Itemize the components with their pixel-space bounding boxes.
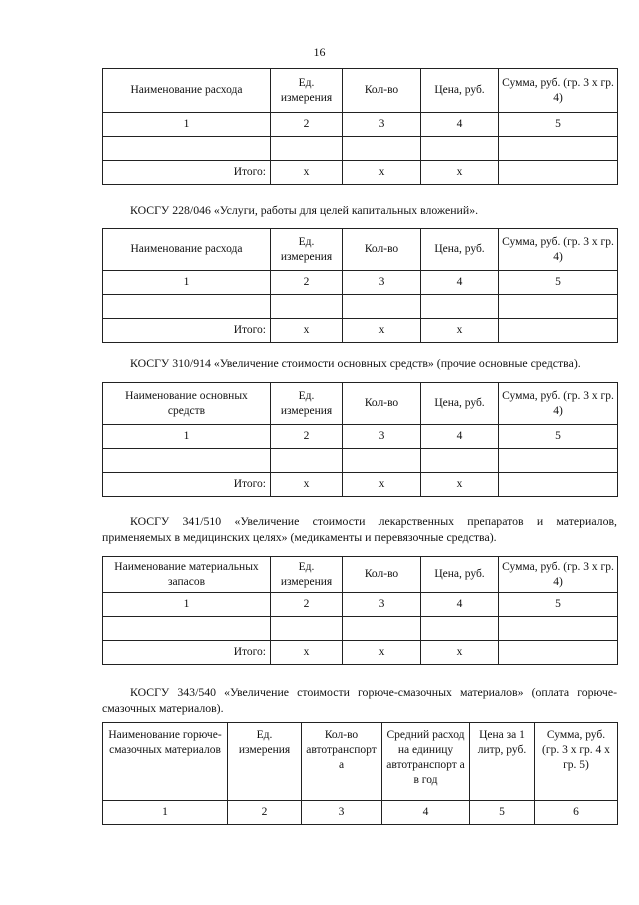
header-cell: Ед. измерения [271, 557, 343, 593]
column-number: 4 [421, 425, 499, 449]
column-number: 3 [343, 271, 421, 295]
caption-text: применяемых в медицинских целях» (медикаменты и перевязочные средства). [102, 530, 497, 544]
section-caption [102, 684, 617, 716]
column-number: 4 [421, 113, 499, 137]
caption-text: КОСГУ 341/510 «Увеличение стоимости лекарственных препаратов и материалов, [130, 514, 617, 528]
x-mark: х [421, 473, 499, 497]
empty-cell [271, 295, 343, 319]
header-cell: Цена за 1 литр, руб. [470, 723, 535, 801]
header-cell: Ед. измерения [271, 69, 343, 113]
header-cell: Кол-во [343, 229, 421, 271]
empty-cell [421, 295, 499, 319]
column-number: 3 [343, 425, 421, 449]
column-number: 2 [271, 593, 343, 617]
empty-cell [271, 137, 343, 161]
empty-cell [103, 295, 271, 319]
x-mark: х [343, 473, 421, 497]
x-mark: х [343, 161, 421, 185]
empty-cell [499, 319, 618, 343]
column-number: 2 [228, 801, 302, 825]
header-cell: Кол-во [343, 383, 421, 425]
column-number: 1 [103, 113, 271, 137]
header-cell: Сумма, руб. (гр. 3 х гр. 4) [499, 557, 618, 593]
header-cell: Цена, руб. [421, 69, 499, 113]
total-label: Итого: [103, 473, 271, 497]
header-cell: Кол-во [343, 557, 421, 593]
empty-cell [499, 161, 618, 185]
empty-cell [343, 295, 421, 319]
header-cell: Цена, руб. [421, 383, 499, 425]
header-cell: Наименование расхода [103, 69, 271, 113]
empty-cell [499, 473, 618, 497]
empty-cell [421, 617, 499, 641]
x-mark: х [271, 473, 343, 497]
column-number: 5 [499, 271, 618, 295]
column-number: 3 [302, 801, 382, 825]
column-number: 5 [499, 593, 618, 617]
empty-cell [271, 617, 343, 641]
header-cell: Цена, руб. [421, 557, 499, 593]
x-mark: х [421, 641, 499, 665]
expense-table-2 [102, 228, 618, 343]
header-cell: Средний расход на единицу автотранспорт а в год [382, 723, 470, 801]
total-label: Итого: [103, 161, 271, 185]
column-number: 5 [499, 113, 618, 137]
total-label: Итого: [103, 319, 271, 343]
empty-cell [103, 449, 271, 473]
x-mark: х [421, 161, 499, 185]
header-cell: Наименование расхода [103, 229, 271, 271]
x-mark: х [343, 319, 421, 343]
empty-cell [343, 449, 421, 473]
empty-cell [103, 137, 271, 161]
empty-cell [103, 617, 271, 641]
column-number: 5 [470, 801, 535, 825]
empty-cell [499, 137, 618, 161]
fuel-table [102, 722, 618, 825]
column-number: 5 [499, 425, 618, 449]
header-cell: Наименование основных средств [103, 383, 271, 425]
column-number: 1 [103, 425, 271, 449]
header-cell: Сумма, руб. (гр. 3 х гр. 4) [499, 69, 618, 113]
column-number: 4 [421, 593, 499, 617]
column-number: 2 [271, 425, 343, 449]
expense-table-1 [102, 68, 618, 185]
header-cell: Сумма, руб. (гр. 3 х гр. 4) [499, 229, 618, 271]
section-caption [102, 355, 617, 371]
section-caption [102, 513, 617, 545]
empty-cell [421, 137, 499, 161]
empty-cell [499, 295, 618, 319]
column-number: 3 [343, 113, 421, 137]
header-cell: Наименование материальных запасов [103, 557, 271, 593]
header-cell: Сумма, руб. (гр. 3 х гр. 4 х гр. 5) [535, 723, 618, 801]
caption-text: КОСГУ 343/540 «Увеличение стоимости горюче-смазочных материалов» (оплата горюче- [130, 685, 617, 699]
header-cell: Кол-во автотранспорт а [302, 723, 382, 801]
column-number: 1 [103, 593, 271, 617]
column-number: 3 [343, 593, 421, 617]
x-mark: х [271, 641, 343, 665]
header-cell: Кол-во [343, 69, 421, 113]
caption-text: смазочных материалов). [102, 701, 224, 715]
header-cell: Ед. измерения [271, 229, 343, 271]
x-mark: х [271, 161, 343, 185]
header-cell: Ед. измерения [228, 723, 302, 801]
column-number: 1 [103, 271, 271, 295]
column-number: 2 [271, 113, 343, 137]
empty-cell [499, 641, 618, 665]
empty-cell [499, 449, 618, 473]
materials-table [102, 556, 618, 665]
empty-cell [343, 137, 421, 161]
empty-cell [343, 617, 421, 641]
page-number: 16 [313, 45, 326, 59]
column-number: 4 [382, 801, 470, 825]
empty-cell [499, 617, 618, 641]
caption-text: КОСГУ 310/914 «Увеличение стоимости основных средств» (прочие основные средства). [130, 356, 581, 370]
total-label: Итого: [103, 641, 271, 665]
header-cell: Ед. измерения [271, 383, 343, 425]
column-number: 6 [535, 801, 618, 825]
header-cell: Цена, руб. [421, 229, 499, 271]
column-number: 4 [421, 271, 499, 295]
x-mark: х [421, 319, 499, 343]
column-number: 2 [271, 271, 343, 295]
section-caption [102, 202, 617, 218]
fixed-assets-table [102, 382, 618, 497]
x-mark: х [271, 319, 343, 343]
header-cell: Наименование горюче-смазочных материалов [103, 723, 228, 801]
empty-cell [421, 449, 499, 473]
column-number: 1 [103, 801, 228, 825]
empty-cell [271, 449, 343, 473]
header-cell: Сумма, руб. (гр. 3 х гр. 4) [499, 383, 618, 425]
caption-text: КОСГУ 228/046 «Услуги, работы для целей капитальных вложений». [130, 203, 479, 217]
x-mark: х [343, 641, 421, 665]
